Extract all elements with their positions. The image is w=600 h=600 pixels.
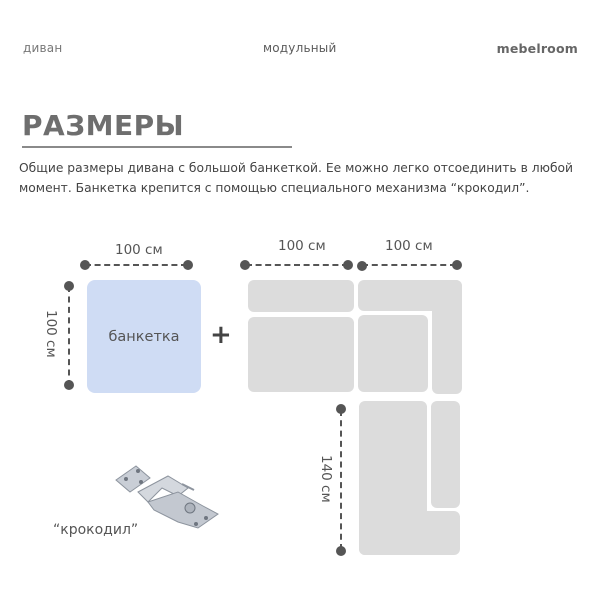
dimension-dot: [452, 260, 462, 270]
sofa-right-width-line: [362, 264, 456, 266]
sofa-left-width-label: 100 см: [278, 238, 326, 254]
sofa-corner-side: [432, 280, 462, 394]
banketka-width-line: [85, 264, 187, 266]
banketka-height-line: [68, 286, 70, 386]
sofa-chaise-armrest: [431, 401, 460, 508]
dimension-dot: [80, 260, 90, 270]
sofa-right-width-label: 100 см: [385, 238, 433, 254]
header-subcategory: модульный: [263, 41, 337, 55]
sofa-depth-line: [340, 410, 342, 550]
banketka-height-label: 100 см: [43, 310, 59, 358]
dimension-dot: [336, 404, 346, 414]
title-divider: [22, 146, 292, 148]
plus-icon: +: [210, 320, 232, 350]
sofa-corner-seat: [358, 315, 428, 392]
banketka-label: банкетка: [108, 328, 180, 345]
dimension-dot: [64, 281, 74, 291]
banketka-module: [87, 280, 201, 393]
mechanism-label: “крокодил”: [53, 522, 139, 538]
sofa-depth-label: 140 см: [318, 455, 334, 503]
sofa-backrest-left: [248, 280, 354, 312]
banketka-width-label: 100 см: [115, 242, 163, 258]
section-title: РАЗМЕРЫ: [22, 109, 185, 142]
brand-logo: mebelroom: [496, 41, 578, 56]
sofa-left-width-line: [246, 264, 348, 266]
dimension-dot: [343, 260, 353, 270]
header-category: диван: [23, 41, 63, 55]
sofa-chaise-end: [359, 511, 460, 555]
dimension-dot: [336, 546, 346, 556]
sofa-seat-left: [248, 317, 354, 392]
dimension-dot: [64, 380, 74, 390]
section-description: Общие размеры дивана с большой банкеткой. Ее можно легко отсоединить в любой момент. Банкетка крепится с помощью специального механизма “крокодил”.: [19, 161, 574, 195]
dimension-dot: [183, 260, 193, 270]
dimension-dot: [240, 260, 250, 270]
dimension-dot: [357, 261, 367, 271]
